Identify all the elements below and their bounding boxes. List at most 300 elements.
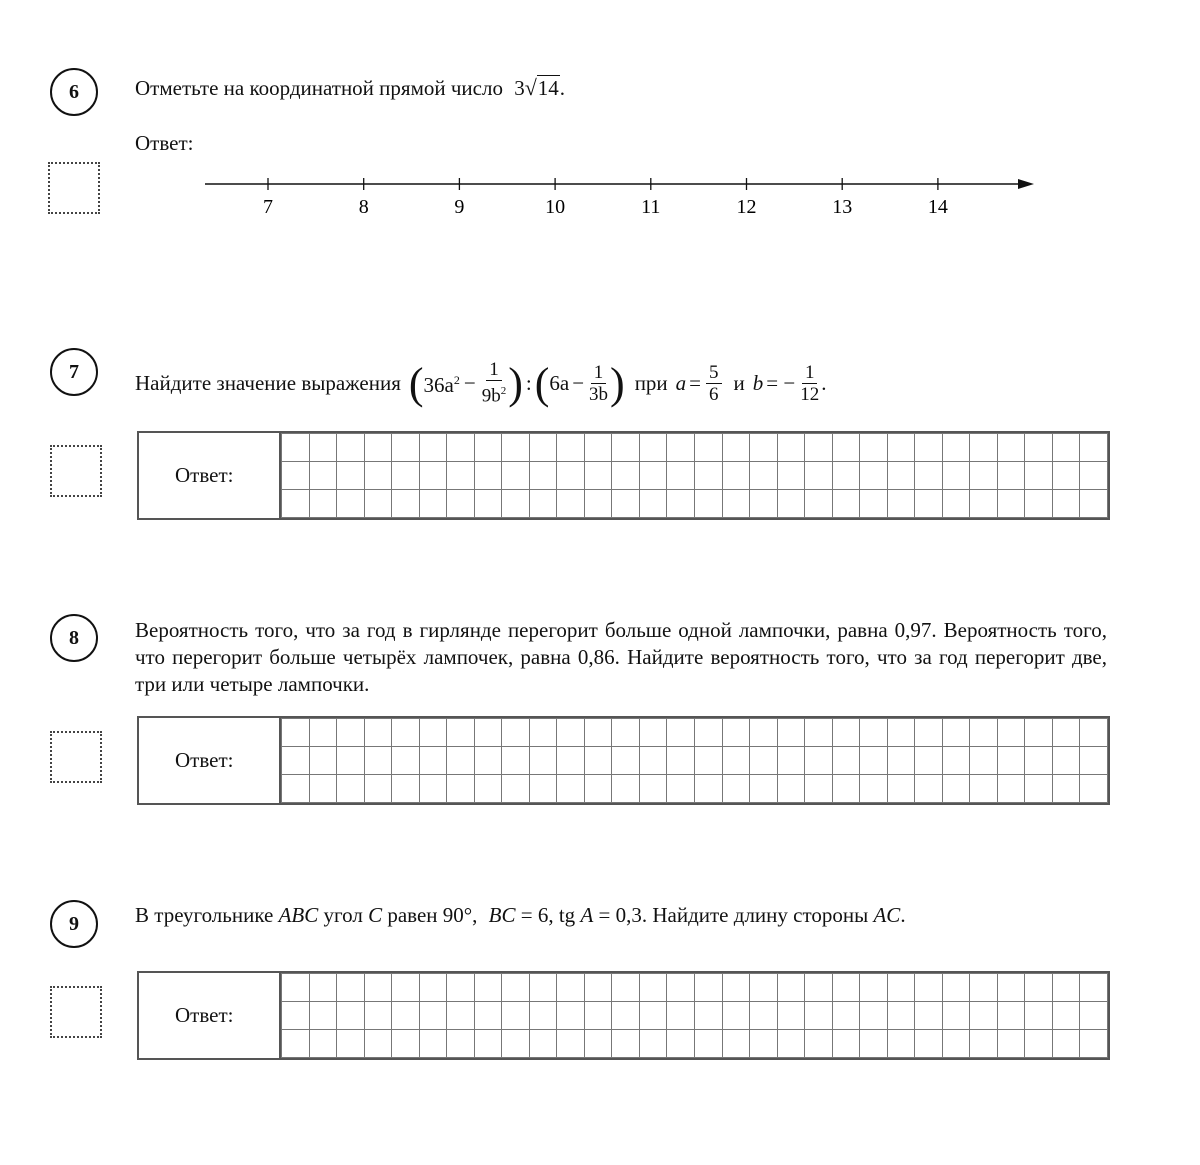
answer-cell[interactable] <box>750 1002 778 1030</box>
answer-cell[interactable] <box>694 490 722 518</box>
answer-cell[interactable] <box>860 1002 888 1030</box>
answer-cell[interactable] <box>777 775 805 803</box>
answer-cell[interactable] <box>1052 974 1080 1002</box>
answer-cell[interactable] <box>887 747 915 775</box>
answer-cell[interactable] <box>942 1030 970 1058</box>
sqrt-expression: 3√14. <box>514 75 566 100</box>
answer-cell[interactable] <box>557 775 585 803</box>
expr-b-eq: = − <box>766 370 796 395</box>
score-box-8[interactable] <box>50 731 102 783</box>
answer-cell[interactable] <box>777 490 805 518</box>
answer-cell[interactable] <box>639 974 667 1002</box>
answer-cell[interactable] <box>915 719 943 747</box>
answer-cell[interactable] <box>997 747 1025 775</box>
answer-cell[interactable] <box>777 434 805 462</box>
answer-cell[interactable] <box>1052 775 1080 803</box>
answer-cell[interactable] <box>1080 434 1108 462</box>
answer-cell[interactable] <box>529 1002 557 1030</box>
answer-cell[interactable] <box>694 1030 722 1058</box>
answer-cell[interactable] <box>970 1002 998 1030</box>
answer-cell[interactable] <box>942 490 970 518</box>
answer-cell[interactable] <box>915 1030 943 1058</box>
answer-cell[interactable] <box>364 490 392 518</box>
answer-cell[interactable] <box>557 974 585 1002</box>
answer-cell[interactable] <box>722 490 750 518</box>
answer-cell[interactable] <box>474 1030 502 1058</box>
answer-cell[interactable] <box>502 1002 530 1030</box>
answer-cell[interactable] <box>529 747 557 775</box>
answer-cell[interactable] <box>529 490 557 518</box>
answer-cell[interactable] <box>667 490 695 518</box>
answer-cell[interactable] <box>557 719 585 747</box>
expr-a-eq: = <box>689 370 702 395</box>
answer-cell[interactable] <box>392 462 420 490</box>
answer-cell[interactable] <box>392 1002 420 1030</box>
answer-cell[interactable] <box>887 775 915 803</box>
answer-cell[interactable] <box>777 1030 805 1058</box>
answer-cell[interactable] <box>1025 719 1053 747</box>
answer-cell[interactable] <box>474 974 502 1002</box>
answer-cell[interactable] <box>309 434 337 462</box>
answer-cell[interactable] <box>1080 775 1108 803</box>
answer-cell[interactable] <box>612 1030 640 1058</box>
answer-cell[interactable] <box>1080 974 1108 1002</box>
answer-cell[interactable] <box>970 974 998 1002</box>
answer-cell[interactable] <box>502 775 530 803</box>
answer-cell[interactable] <box>474 1002 502 1030</box>
answer-cell[interactable] <box>860 1030 888 1058</box>
answer-cell[interactable] <box>667 462 695 490</box>
answer-cell[interactable] <box>419 747 447 775</box>
answer-cell[interactable] <box>309 490 337 518</box>
answer-cell[interactable] <box>502 1030 530 1058</box>
answer-cell[interactable] <box>419 974 447 1002</box>
answer-cell[interactable] <box>887 719 915 747</box>
answer-cell[interactable] <box>805 490 833 518</box>
answer-cell[interactable] <box>502 462 530 490</box>
answer-cell[interactable] <box>502 719 530 747</box>
answer-cell[interactable] <box>777 462 805 490</box>
answer-cell[interactable] <box>1025 434 1053 462</box>
answer-cell[interactable] <box>639 462 667 490</box>
answer-box-8[interactable] <box>137 716 1110 805</box>
answer-cell[interactable] <box>722 974 750 1002</box>
answer-cell[interactable] <box>1025 747 1053 775</box>
answer-cell[interactable] <box>1025 490 1053 518</box>
answer-cell[interactable] <box>337 747 365 775</box>
answer-cell[interactable] <box>474 434 502 462</box>
answer-cell[interactable] <box>805 1002 833 1030</box>
answer-cell[interactable] <box>997 974 1025 1002</box>
answer-cell[interactable] <box>282 974 310 1002</box>
answer-cell[interactable] <box>970 775 998 803</box>
answer-cell[interactable] <box>997 490 1025 518</box>
score-box-7[interactable] <box>50 445 102 497</box>
answer-cell[interactable] <box>392 434 420 462</box>
answer-cell[interactable] <box>777 1002 805 1030</box>
answer-cell[interactable] <box>639 775 667 803</box>
answer-cell[interactable] <box>282 490 310 518</box>
answer-cell[interactable] <box>1025 1002 1053 1030</box>
answer-cell[interactable] <box>694 434 722 462</box>
expr-b-var: b <box>752 370 764 395</box>
expr-frac2: $\frac{1}{3b}$ <box>589 361 609 405</box>
answer-cell[interactable] <box>997 462 1025 490</box>
answer-cell[interactable] <box>722 719 750 747</box>
answer-cell[interactable] <box>392 747 420 775</box>
answer-cell[interactable] <box>392 490 420 518</box>
answer-cell[interactable] <box>447 974 475 1002</box>
answer-cell[interactable] <box>887 462 915 490</box>
answer-cell[interactable] <box>364 719 392 747</box>
answer-cell[interactable] <box>970 747 998 775</box>
answer-cell[interactable] <box>805 747 833 775</box>
answer-cell[interactable] <box>667 434 695 462</box>
answer-cell[interactable] <box>474 775 502 803</box>
answer-cell[interactable] <box>1080 747 1108 775</box>
sqrt-end: . <box>559 76 566 100</box>
answer-cell[interactable] <box>750 747 778 775</box>
expr-frac1: $\frac{1}{9b^2}$ <box>481 359 507 407</box>
answer-cell[interactable] <box>832 462 860 490</box>
answer-cell[interactable] <box>860 490 888 518</box>
answer-cell[interactable] <box>860 747 888 775</box>
answer-cell[interactable] <box>392 974 420 1002</box>
answer-cell[interactable] <box>942 434 970 462</box>
answer-cell[interactable] <box>337 490 365 518</box>
answer-cell[interactable] <box>309 1002 337 1030</box>
answer-cell[interactable] <box>364 434 392 462</box>
answer-cell[interactable] <box>694 974 722 1002</box>
answer-cell[interactable] <box>529 1030 557 1058</box>
answer-cell[interactable] <box>364 974 392 1002</box>
answer-cell[interactable] <box>419 462 447 490</box>
answer-cell[interactable] <box>584 747 612 775</box>
answer-cell[interactable] <box>722 1002 750 1030</box>
answer-cell[interactable] <box>612 974 640 1002</box>
answer-cell[interactable] <box>997 719 1025 747</box>
answer-cell[interactable] <box>419 719 447 747</box>
answer-cell[interactable] <box>860 974 888 1002</box>
answer-cell[interactable] <box>282 434 310 462</box>
answer-cell[interactable] <box>667 1002 695 1030</box>
tick-label-11: 11 <box>641 196 661 218</box>
answer-cell[interactable] <box>557 434 585 462</box>
answer-cell[interactable] <box>1052 434 1080 462</box>
answer-cell[interactable] <box>777 719 805 747</box>
answer-cell[interactable] <box>997 775 1025 803</box>
answer-cell[interactable] <box>667 775 695 803</box>
answer-cell[interactable] <box>419 775 447 803</box>
task-6-answer-label: Ответ: <box>135 131 194 155</box>
answer-cell[interactable] <box>887 974 915 1002</box>
answer-cell[interactable] <box>832 434 860 462</box>
answer-cell[interactable] <box>942 775 970 803</box>
task-number-8: 8 <box>50 614 98 662</box>
answer-cell[interactable] <box>309 974 337 1002</box>
answer-cell[interactable] <box>997 434 1025 462</box>
answer-cell[interactable] <box>667 747 695 775</box>
answer-cell[interactable] <box>474 490 502 518</box>
answer-cell[interactable] <box>529 434 557 462</box>
answer-cell[interactable] <box>447 1002 475 1030</box>
answer-cell[interactable] <box>722 747 750 775</box>
number-line[interactable] <box>200 170 1040 230</box>
answer-cell[interactable] <box>612 1002 640 1030</box>
answer-cell[interactable] <box>282 719 310 747</box>
answer-cell[interactable] <box>474 462 502 490</box>
answer-cell[interactable] <box>887 1002 915 1030</box>
answer-cell[interactable] <box>309 462 337 490</box>
answer-cell[interactable] <box>997 1002 1025 1030</box>
answer-cell[interactable] <box>750 974 778 1002</box>
answer-cell[interactable] <box>832 1030 860 1058</box>
answer-cell[interactable] <box>584 719 612 747</box>
answer-cell[interactable] <box>942 719 970 747</box>
answer-cell[interactable] <box>887 1030 915 1058</box>
answer-cell[interactable] <box>364 1030 392 1058</box>
answer-cell[interactable] <box>750 719 778 747</box>
answer-grid-7[interactable] <box>279 433 1108 518</box>
answer-cell[interactable] <box>694 747 722 775</box>
answer-cell[interactable] <box>1025 974 1053 1002</box>
score-box-9[interactable] <box>50 986 102 1038</box>
answer-cell[interactable] <box>722 462 750 490</box>
answer-cell[interactable] <box>447 490 475 518</box>
answer-cell[interactable] <box>309 719 337 747</box>
answer-cell[interactable] <box>860 719 888 747</box>
answer-cell[interactable] <box>447 775 475 803</box>
answer-cell[interactable] <box>364 775 392 803</box>
answer-cell[interactable] <box>337 1030 365 1058</box>
answer-cell[interactable] <box>474 719 502 747</box>
answer-box-9[interactable] <box>137 971 1110 1060</box>
answer-cell[interactable] <box>970 719 998 747</box>
answer-cell[interactable] <box>447 1030 475 1058</box>
answer-cell[interactable] <box>282 1030 310 1058</box>
answer-cell[interactable] <box>750 1030 778 1058</box>
answer-cell[interactable] <box>502 747 530 775</box>
answer-cell[interactable] <box>447 434 475 462</box>
answer-cell[interactable] <box>805 1030 833 1058</box>
answer-cell[interactable] <box>282 1002 310 1030</box>
answer-cell[interactable] <box>777 974 805 1002</box>
answer-cell[interactable] <box>584 434 612 462</box>
answer-cell[interactable] <box>805 719 833 747</box>
answer-cell[interactable] <box>1052 1030 1080 1058</box>
answer-cell[interactable] <box>337 775 365 803</box>
answer-cell[interactable] <box>694 719 722 747</box>
answer-cell[interactable] <box>970 1030 998 1058</box>
answer-cell[interactable] <box>364 1002 392 1030</box>
answer-cell[interactable] <box>1080 1030 1108 1058</box>
answer-cell[interactable] <box>337 462 365 490</box>
answer-cell[interactable] <box>502 974 530 1002</box>
answer-cell[interactable] <box>419 1002 447 1030</box>
answer-cell[interactable] <box>337 1002 365 1030</box>
answer-cell[interactable] <box>832 775 860 803</box>
answer-cell[interactable] <box>584 1030 612 1058</box>
answer-cell[interactable] <box>557 462 585 490</box>
answer-cell[interactable] <box>612 434 640 462</box>
answer-cell[interactable] <box>337 974 365 1002</box>
answer-cell[interactable] <box>942 1002 970 1030</box>
answer-cell[interactable] <box>970 490 998 518</box>
answer-cell[interactable] <box>750 775 778 803</box>
answer-cell[interactable] <box>529 719 557 747</box>
answer-cell[interactable] <box>612 719 640 747</box>
answer-cell[interactable] <box>282 747 310 775</box>
answer-cell[interactable] <box>970 434 998 462</box>
answer-cell[interactable] <box>282 775 310 803</box>
answer-cell[interactable] <box>887 434 915 462</box>
answer-cell[interactable] <box>805 434 833 462</box>
expr-a-frac: $\frac{5}{6}$ <box>706 362 722 405</box>
answer-cell[interactable] <box>502 434 530 462</box>
answer-cell[interactable] <box>529 462 557 490</box>
answer-cell[interactable] <box>970 462 998 490</box>
answer-cell[interactable] <box>1052 1002 1080 1030</box>
answer-cell[interactable] <box>529 775 557 803</box>
answer-cell[interactable] <box>502 490 530 518</box>
answer-cell[interactable] <box>364 747 392 775</box>
answer-cell[interactable] <box>557 1030 585 1058</box>
answer-cell[interactable] <box>529 974 557 1002</box>
tick-label-9: 9 <box>454 196 465 218</box>
task-9-text: В треугольнике ABC угол C равен 90°, BC = 6, tg A = 0,3. Найдите длину стороны AC. <box>135 903 906 927</box>
answer-cell[interactable] <box>337 434 365 462</box>
answer-cell[interactable] <box>694 462 722 490</box>
answer-cell[interactable] <box>722 1030 750 1058</box>
answer-label-9: Ответ: <box>175 1003 234 1027</box>
answer-cell[interactable] <box>860 775 888 803</box>
answer-cell[interactable] <box>419 490 447 518</box>
answer-cell[interactable] <box>1080 462 1108 490</box>
task-number-6: 6 <box>50 68 98 116</box>
answer-cell[interactable] <box>639 490 667 518</box>
answer-cell[interactable] <box>997 1030 1025 1058</box>
answer-cell[interactable] <box>1052 719 1080 747</box>
answer-cell[interactable] <box>447 747 475 775</box>
answer-cell[interactable] <box>1052 747 1080 775</box>
answer-cell[interactable] <box>612 490 640 518</box>
answer-cell[interactable] <box>337 719 365 747</box>
answer-cell[interactable] <box>750 462 778 490</box>
expr-colon: : <box>525 370 532 395</box>
answer-cell[interactable] <box>309 747 337 775</box>
answer-cell[interactable] <box>694 1002 722 1030</box>
answer-cell[interactable] <box>557 1002 585 1030</box>
answer-cell[interactable] <box>392 719 420 747</box>
answer-cell[interactable] <box>942 974 970 1002</box>
answer-cell[interactable] <box>1025 775 1053 803</box>
answer-cell[interactable] <box>612 747 640 775</box>
expr-b-frac: $\frac{1}{12}$ <box>800 361 820 405</box>
answer-cell[interactable] <box>639 1030 667 1058</box>
answer-cell[interactable] <box>694 775 722 803</box>
answer-cell[interactable] <box>639 719 667 747</box>
answer-cell[interactable] <box>667 974 695 1002</box>
answer-cell[interactable] <box>722 775 750 803</box>
answer-cell[interactable] <box>309 1030 337 1058</box>
answer-cell[interactable] <box>942 747 970 775</box>
answer-cell[interactable] <box>419 1030 447 1058</box>
answer-cell[interactable] <box>860 434 888 462</box>
answer-cell[interactable] <box>887 490 915 518</box>
answer-cell[interactable] <box>722 434 750 462</box>
answer-cell[interactable] <box>1080 490 1108 518</box>
answer-cell[interactable] <box>667 1030 695 1058</box>
answer-cell[interactable] <box>584 462 612 490</box>
answer-cell[interactable] <box>860 462 888 490</box>
answer-cell[interactable] <box>447 462 475 490</box>
answer-cell[interactable] <box>419 434 447 462</box>
answer-cell[interactable] <box>915 490 943 518</box>
answer-cell[interactable] <box>750 434 778 462</box>
answer-cell[interactable] <box>474 747 502 775</box>
answer-cell[interactable] <box>667 719 695 747</box>
answer-cell[interactable] <box>612 775 640 803</box>
answer-cell[interactable] <box>584 974 612 1002</box>
answer-cell[interactable] <box>805 775 833 803</box>
answer-cell[interactable] <box>639 747 667 775</box>
answer-cell[interactable] <box>612 462 640 490</box>
answer-cell[interactable] <box>639 1002 667 1030</box>
answer-cell[interactable] <box>832 747 860 775</box>
answer-cell[interactable] <box>584 1002 612 1030</box>
answer-cell[interactable] <box>447 719 475 747</box>
answer-cell[interactable] <box>915 434 943 462</box>
answer-cell[interactable] <box>584 775 612 803</box>
answer-cell[interactable] <box>915 775 943 803</box>
tick-label-12: 12 <box>736 196 757 218</box>
answer-cell[interactable] <box>1080 719 1108 747</box>
answer-cell[interactable] <box>309 775 337 803</box>
answer-cell[interactable] <box>1052 462 1080 490</box>
answer-cell[interactable] <box>557 747 585 775</box>
score-box-6[interactable] <box>48 162 100 214</box>
answer-cell[interactable] <box>282 462 310 490</box>
answer-cell[interactable] <box>832 719 860 747</box>
answer-cell[interactable] <box>750 490 778 518</box>
answer-cell[interactable] <box>777 747 805 775</box>
answer-cell[interactable] <box>1052 490 1080 518</box>
answer-cell[interactable] <box>364 462 392 490</box>
answer-cell[interactable] <box>832 974 860 1002</box>
answer-cell[interactable] <box>1025 1030 1053 1058</box>
answer-cell[interactable] <box>1080 1002 1108 1030</box>
answer-grid-8[interactable] <box>279 718 1108 803</box>
answer-cell[interactable] <box>832 490 860 518</box>
answer-cell[interactable] <box>915 462 943 490</box>
answer-cell[interactable] <box>832 1002 860 1030</box>
answer-box-7[interactable] <box>137 431 1110 520</box>
answer-grid-9[interactable] <box>279 973 1108 1058</box>
answer-cell[interactable] <box>805 974 833 1002</box>
answer-cell[interactable] <box>392 775 420 803</box>
expr-and: и <box>733 370 745 395</box>
answer-cell[interactable] <box>942 462 970 490</box>
answer-cell[interactable] <box>584 490 612 518</box>
answer-cell[interactable] <box>915 1002 943 1030</box>
answer-cell[interactable] <box>1025 462 1053 490</box>
answer-cell[interactable] <box>392 1030 420 1058</box>
answer-cell[interactable] <box>557 490 585 518</box>
answer-cell[interactable] <box>915 974 943 1002</box>
answer-cell[interactable] <box>805 462 833 490</box>
answer-cell[interactable] <box>915 747 943 775</box>
answer-cell[interactable] <box>639 434 667 462</box>
